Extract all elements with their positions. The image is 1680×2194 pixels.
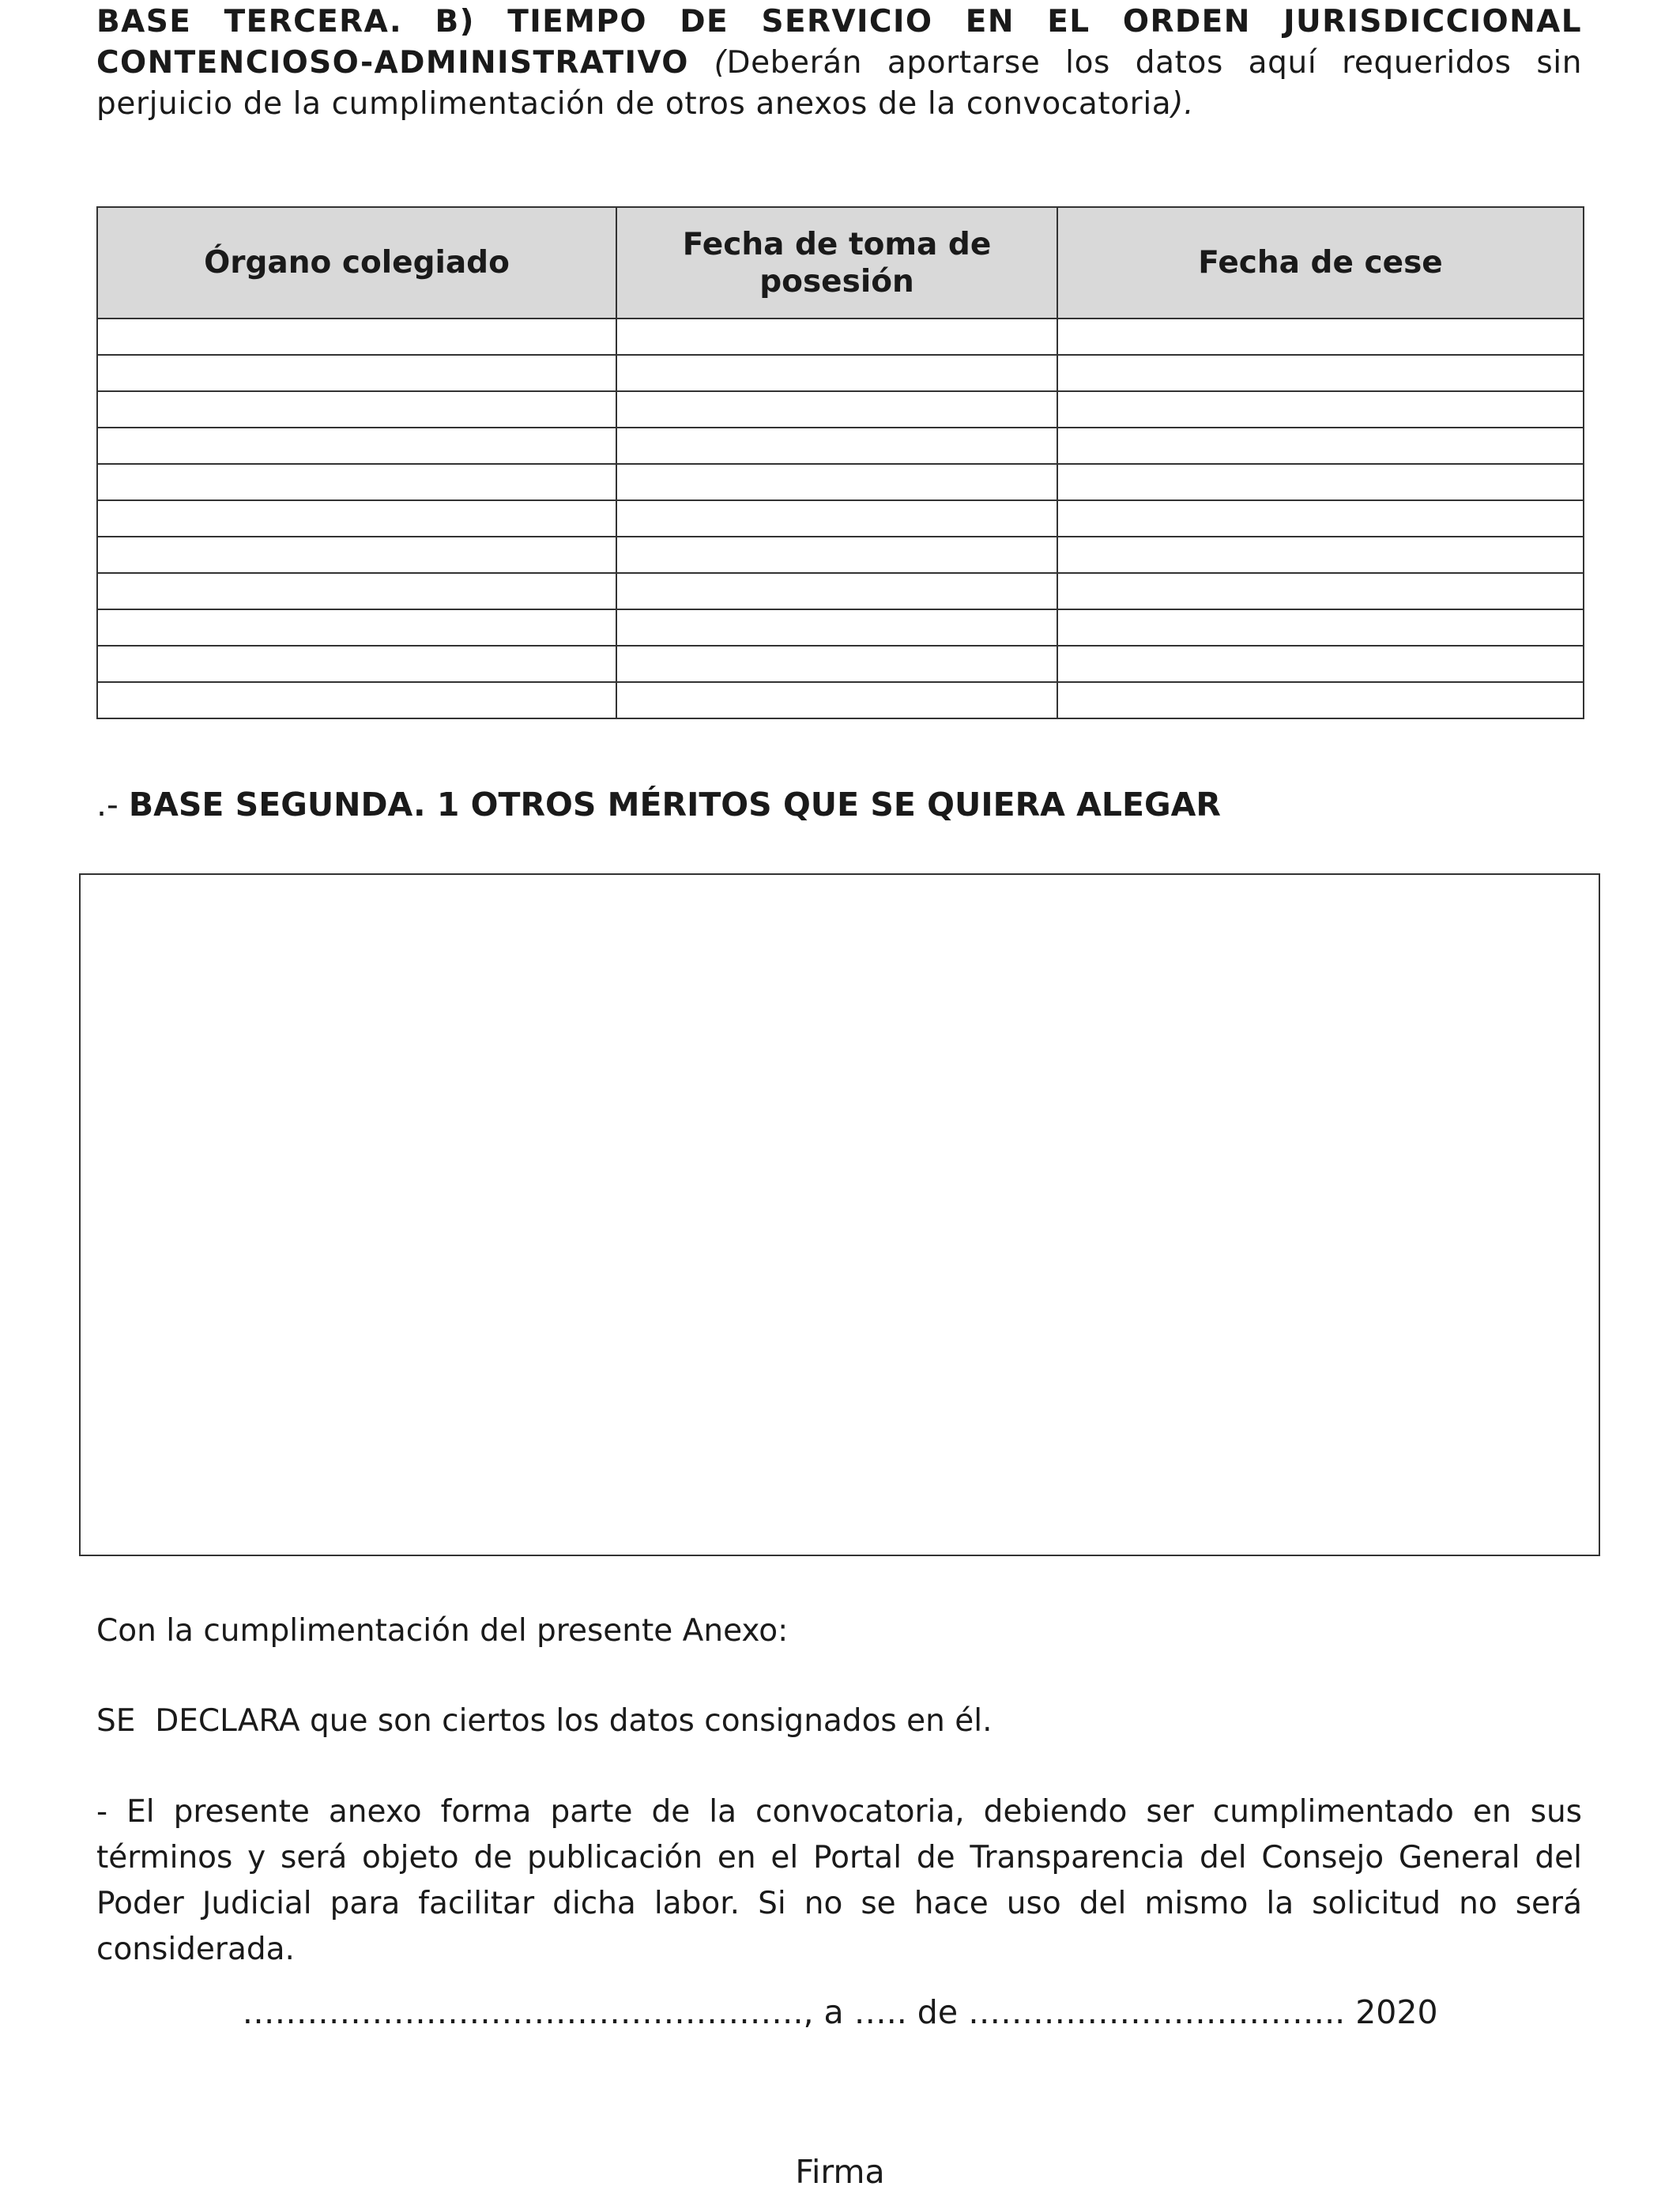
column-header-fecha-toma-label: Fecha de toma de posesión bbox=[682, 226, 992, 300]
cell-organo[interactable] bbox=[97, 646, 616, 682]
table-row bbox=[97, 428, 1584, 464]
column-header-fecha-cese: Fecha de cese bbox=[1057, 207, 1584, 319]
otros-meritos-textbox[interactable] bbox=[79, 873, 1600, 1556]
cell-organo[interactable] bbox=[97, 319, 616, 355]
cell-fecha-toma[interactable] bbox=[616, 609, 1057, 646]
table-row bbox=[97, 500, 1584, 537]
section-heading bbox=[96, 2, 1582, 125]
signature-label: Firma bbox=[795, 2153, 885, 2191]
table-row bbox=[97, 609, 1584, 646]
cell-organo[interactable] bbox=[97, 428, 616, 464]
table-row bbox=[97, 646, 1584, 682]
cell-fecha-cese[interactable] bbox=[1057, 464, 1584, 500]
cell-fecha-toma[interactable] bbox=[616, 464, 1057, 500]
cell-fecha-toma[interactable] bbox=[616, 428, 1057, 464]
cell-organo[interactable] bbox=[97, 682, 616, 718]
service-time-table bbox=[96, 206, 1584, 719]
table-header-row bbox=[97, 207, 1584, 319]
cell-organo[interactable] bbox=[97, 537, 616, 573]
cell-fecha-toma[interactable] bbox=[616, 682, 1057, 718]
footer-intro: Con la cumplimentación del presente Anexo: bbox=[96, 1613, 789, 1649]
cell-fecha-cese[interactable] bbox=[1057, 428, 1584, 464]
cell-fecha-cese[interactable] bbox=[1057, 500, 1584, 537]
cell-fecha-cese[interactable] bbox=[1057, 573, 1584, 609]
table-row bbox=[97, 682, 1584, 718]
section-prefix: .- bbox=[96, 786, 129, 824]
section-meritos-title: BASE SEGUNDA. 1 OTROS MÉRITOS QUE SE QUIERA ALEGAR bbox=[128, 786, 1221, 824]
cell-organo[interactable] bbox=[97, 464, 616, 500]
cell-fecha-cese[interactable] bbox=[1057, 609, 1584, 646]
cell-organo[interactable] bbox=[97, 573, 616, 609]
heading-title: B) TIEMPO DE SERVICIO EN EL ORDEN JURISDICCIONAL CONTENCIOSO-ADMINISTRATIVO bbox=[96, 4, 1582, 81]
table-row bbox=[97, 319, 1584, 355]
column-header-fecha-toma bbox=[616, 207, 1057, 319]
cell-organo[interactable] bbox=[97, 355, 616, 391]
section-meritos-heading bbox=[96, 784, 1582, 825]
cell-fecha-cese[interactable] bbox=[1057, 391, 1584, 428]
cell-organo[interactable] bbox=[97, 609, 616, 646]
cell-fecha-cese[interactable] bbox=[1057, 682, 1584, 718]
table-row bbox=[97, 537, 1584, 573]
table-row bbox=[97, 464, 1584, 500]
table-row bbox=[97, 391, 1584, 428]
cell-organo[interactable] bbox=[97, 500, 616, 537]
heading-base-tercera: BASE TERCERA. bbox=[96, 4, 403, 40]
cell-fecha-toma[interactable] bbox=[616, 573, 1057, 609]
cell-fecha-cese[interactable] bbox=[1057, 646, 1584, 682]
cell-fecha-toma[interactable] bbox=[616, 537, 1057, 573]
cell-fecha-toma[interactable] bbox=[616, 355, 1057, 391]
cell-fecha-toma[interactable] bbox=[616, 646, 1057, 682]
cell-fecha-toma[interactable] bbox=[616, 319, 1057, 355]
publication-note: - El presente anexo forma parte de la convocatoria, debiendo ser cumplimentado en sus términos y será objeto de publicación en el Portal de Transparencia del Consejo General del Poder Judicial para facilitar dicha labor. Si no se hace uso del mismo la solicitud no será considerada. bbox=[96, 1794, 1582, 1967]
heading-paren-close: ). bbox=[1171, 86, 1195, 122]
cell-fecha-cese[interactable] bbox=[1057, 537, 1584, 573]
table-row bbox=[97, 355, 1584, 391]
cell-fecha-toma[interactable] bbox=[616, 391, 1057, 428]
heading-note: Deberán aportarse los datos aquí requeridos sin perjuicio de la cumplimentación de otros anexos de la convocatoria bbox=[96, 45, 1583, 122]
cell-fecha-cese[interactable] bbox=[1057, 319, 1584, 355]
cell-fecha-toma[interactable] bbox=[616, 500, 1057, 537]
place-date-line[interactable]: ……………………………………………., a ….. de …………………………….. 2020 bbox=[242, 1993, 1438, 2031]
table-row bbox=[97, 573, 1584, 609]
table-body bbox=[97, 319, 1584, 718]
cell-fecha-cese[interactable] bbox=[1057, 355, 1584, 391]
column-header-organo: Órgano colegiado bbox=[97, 207, 616, 319]
heading-paren-open: ( bbox=[688, 45, 727, 81]
declaration-text: SE DECLARA que son ciertos los datos consignados en él. bbox=[96, 1703, 993, 1739]
cell-organo[interactable] bbox=[97, 391, 616, 428]
